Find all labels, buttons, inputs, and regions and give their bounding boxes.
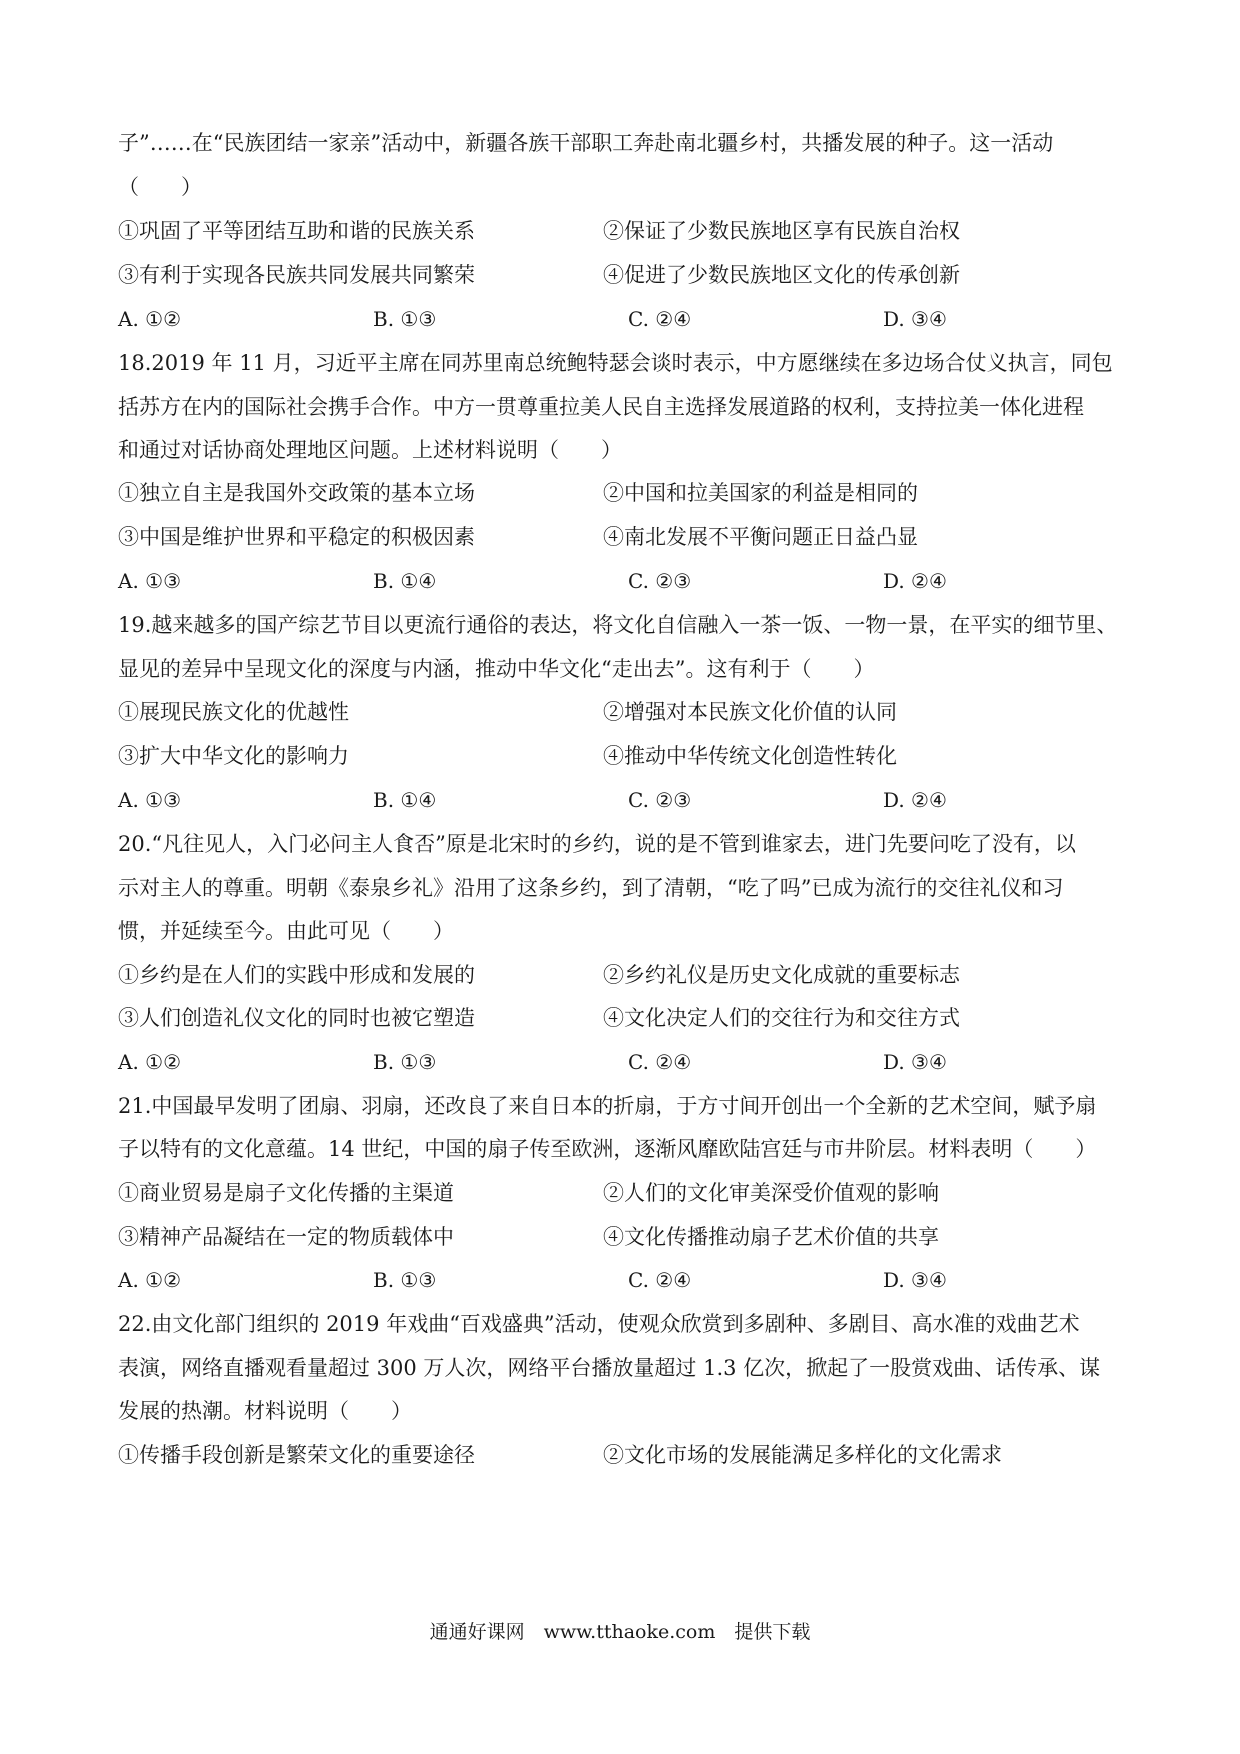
option-3: ③中国是维护世界和平稳定的积极因素 xyxy=(118,525,475,549)
question-text-line: 19.越来越多的国产综艺节目以更流行通俗的表达，将文化自信融入一茶一饭、一物一景，在平实的细节里、 xyxy=(118,613,1118,637)
option-4: ④南北发展不平衡问题正日益凸显 xyxy=(603,525,918,549)
option-1: ①传播手段创新是繁荣文化的重要途径 xyxy=(118,1443,475,1467)
option-4: ④促进了少数民族地区文化的传承创新 xyxy=(603,263,960,287)
question-text-line: 20.“凡往见人，入门必问主人食否”原是北宋时的乡约，说的是不管到谁家去，进门先要问吃了没有，以 xyxy=(118,832,1076,856)
question-text-line: 括苏方在内的国际社会携手合作。中方一贯尊重拉美人民自主选择发展道路的权利，支持拉美一体化进程 xyxy=(118,395,1084,419)
choice-c: C. ②③ xyxy=(628,569,692,593)
answer-choices xyxy=(118,566,1128,596)
choice-a: A. ①③ xyxy=(118,788,182,812)
choice-a: A. ①③ xyxy=(118,569,182,593)
question-text-line: 21.中国最早发明了团扇、羽扇，还改良了来自日本的折扇，于方寸间开创出一个全新的艺术空间，赋予扇 xyxy=(118,1094,1097,1118)
choice-b: B. ①③ xyxy=(373,1268,437,1292)
choice-b: B. ①④ xyxy=(373,569,437,593)
option-4: ④推动中华传统文化创造性转化 xyxy=(603,744,897,768)
option-row xyxy=(118,1222,1128,1252)
choice-d: D. ③④ xyxy=(883,1268,947,1292)
choice-d: D. ③④ xyxy=(883,1050,947,1074)
option-3: ③有利于实现各民族共同发展共同繁荣 xyxy=(118,263,475,287)
choice-d: D. ②④ xyxy=(883,569,947,593)
option-3: ③精神产品凝结在一定的物质载体中 xyxy=(118,1225,454,1249)
option-3: ③人们创造礼仪文化的同时也被它塑造 xyxy=(118,1006,475,1030)
option-row xyxy=(118,216,1128,246)
choice-c: C. ②④ xyxy=(628,1268,692,1292)
option-4: ④文化决定人们的交往行为和交往方式 xyxy=(603,1006,960,1030)
choice-b: B. ①③ xyxy=(373,307,437,331)
option-2: ②增强对本民族文化价值的认同 xyxy=(603,700,897,724)
question-text-line: 子”……在“民族团结一家亲”活动中，新疆各族干部职工奔赴南北疆乡村，共播发展的种子。这一活动 xyxy=(118,131,1054,155)
answer-choices xyxy=(118,1265,1128,1295)
question-text-line: 表演，网络直播观看量超过 300 万人次，网络平台播放量超过 1.3 亿次，掀起了一股赏戏曲、话传承、谋 xyxy=(118,1356,1101,1380)
choice-b: B. ①④ xyxy=(373,788,437,812)
option-1: ①巩固了平等团结互助和谐的民族关系 xyxy=(118,219,475,243)
choice-d: D. ③④ xyxy=(883,307,947,331)
option-1: ①商业贸易是扇子文化传播的主渠道 xyxy=(118,1181,454,1205)
question-text-line: 18.2019 年 11 月，习近平主席在同苏里南总统鲍特瑟会谈时表示，中方愿继续在多边场合仗义执言，同包 xyxy=(118,351,1113,375)
option-row xyxy=(118,960,1128,990)
question-text-line: 惯，并延续至今。由此可见（ ） xyxy=(118,919,454,943)
option-row xyxy=(118,260,1128,290)
option-1: ①独立自主是我国外交政策的基本立场 xyxy=(118,481,475,505)
choice-c: C. ②④ xyxy=(628,307,692,331)
option-row xyxy=(118,478,1128,508)
choice-a: A. ①② xyxy=(118,307,182,331)
option-1: ①乡约是在人们的实践中形成和发展的 xyxy=(118,963,475,987)
answer-choices xyxy=(118,785,1128,815)
choice-b: B. ①③ xyxy=(373,1050,437,1074)
choice-a: A. ①② xyxy=(118,1050,182,1074)
choice-c: C. ②④ xyxy=(628,1050,692,1074)
question-text-line: 发展的热潮。材料说明（ ） xyxy=(118,1399,412,1423)
choice-a: A. ①② xyxy=(118,1268,182,1292)
option-2: ②中国和拉美国家的利益是相同的 xyxy=(603,481,918,505)
option-2: ②乡约礼仪是历史文化成就的重要标志 xyxy=(603,963,960,987)
option-1: ①展现民族文化的优越性 xyxy=(118,700,349,724)
option-row xyxy=(118,741,1128,771)
option-4: ④文化传播推动扇子艺术价值的共享 xyxy=(603,1225,939,1249)
question-text-line: 和通过对话协商处理地区问题。上述材料说明（ ） xyxy=(118,438,622,462)
option-3: ③扩大中华文化的影响力 xyxy=(118,744,349,768)
option-2: ②人们的文化审美深受价值观的影响 xyxy=(603,1181,939,1205)
question-text-line: 显见的差异中呈现文化的深度与内涵，推动中华文化“走出去”。这有利于（ ） xyxy=(118,657,875,681)
option-2: ②保证了少数民族地区享有民族自治权 xyxy=(603,219,960,243)
answer-blank: （ ） xyxy=(118,175,202,199)
option-row xyxy=(118,1440,1128,1470)
option-row xyxy=(118,1003,1128,1033)
answer-choices xyxy=(118,1047,1128,1077)
option-2: ②文化市场的发展能满足多样化的文化需求 xyxy=(603,1443,1002,1467)
option-row xyxy=(118,1178,1128,1208)
option-row xyxy=(118,697,1128,727)
question-text-line: 示对主人的尊重。明朝《泰泉乡礼》沿用了这条乡约，到了清朝，“吃了吗”已成为流行的交往礼仪和习 xyxy=(118,876,1064,900)
question-text-line: 子以特有的文化意蕴。14 世纪，中国的扇子传至欧洲，逐渐风靡欧陆宫廷与市井阶层。材料表明（ ） xyxy=(118,1137,1097,1161)
answer-choices xyxy=(118,304,1128,334)
option-row xyxy=(118,522,1128,552)
page-footer: 通通好课网 www.tthaoke.com 提供下载 xyxy=(429,1621,811,1643)
choice-d: D. ②④ xyxy=(883,788,947,812)
choice-c: C. ②③ xyxy=(628,788,692,812)
question-text-line: 22.由文化部门组织的 2019 年戏曲“百戏盛典”活动，使观众欣赏到多剧种、多剧目、高水准的戏曲艺术 xyxy=(118,1312,1080,1336)
